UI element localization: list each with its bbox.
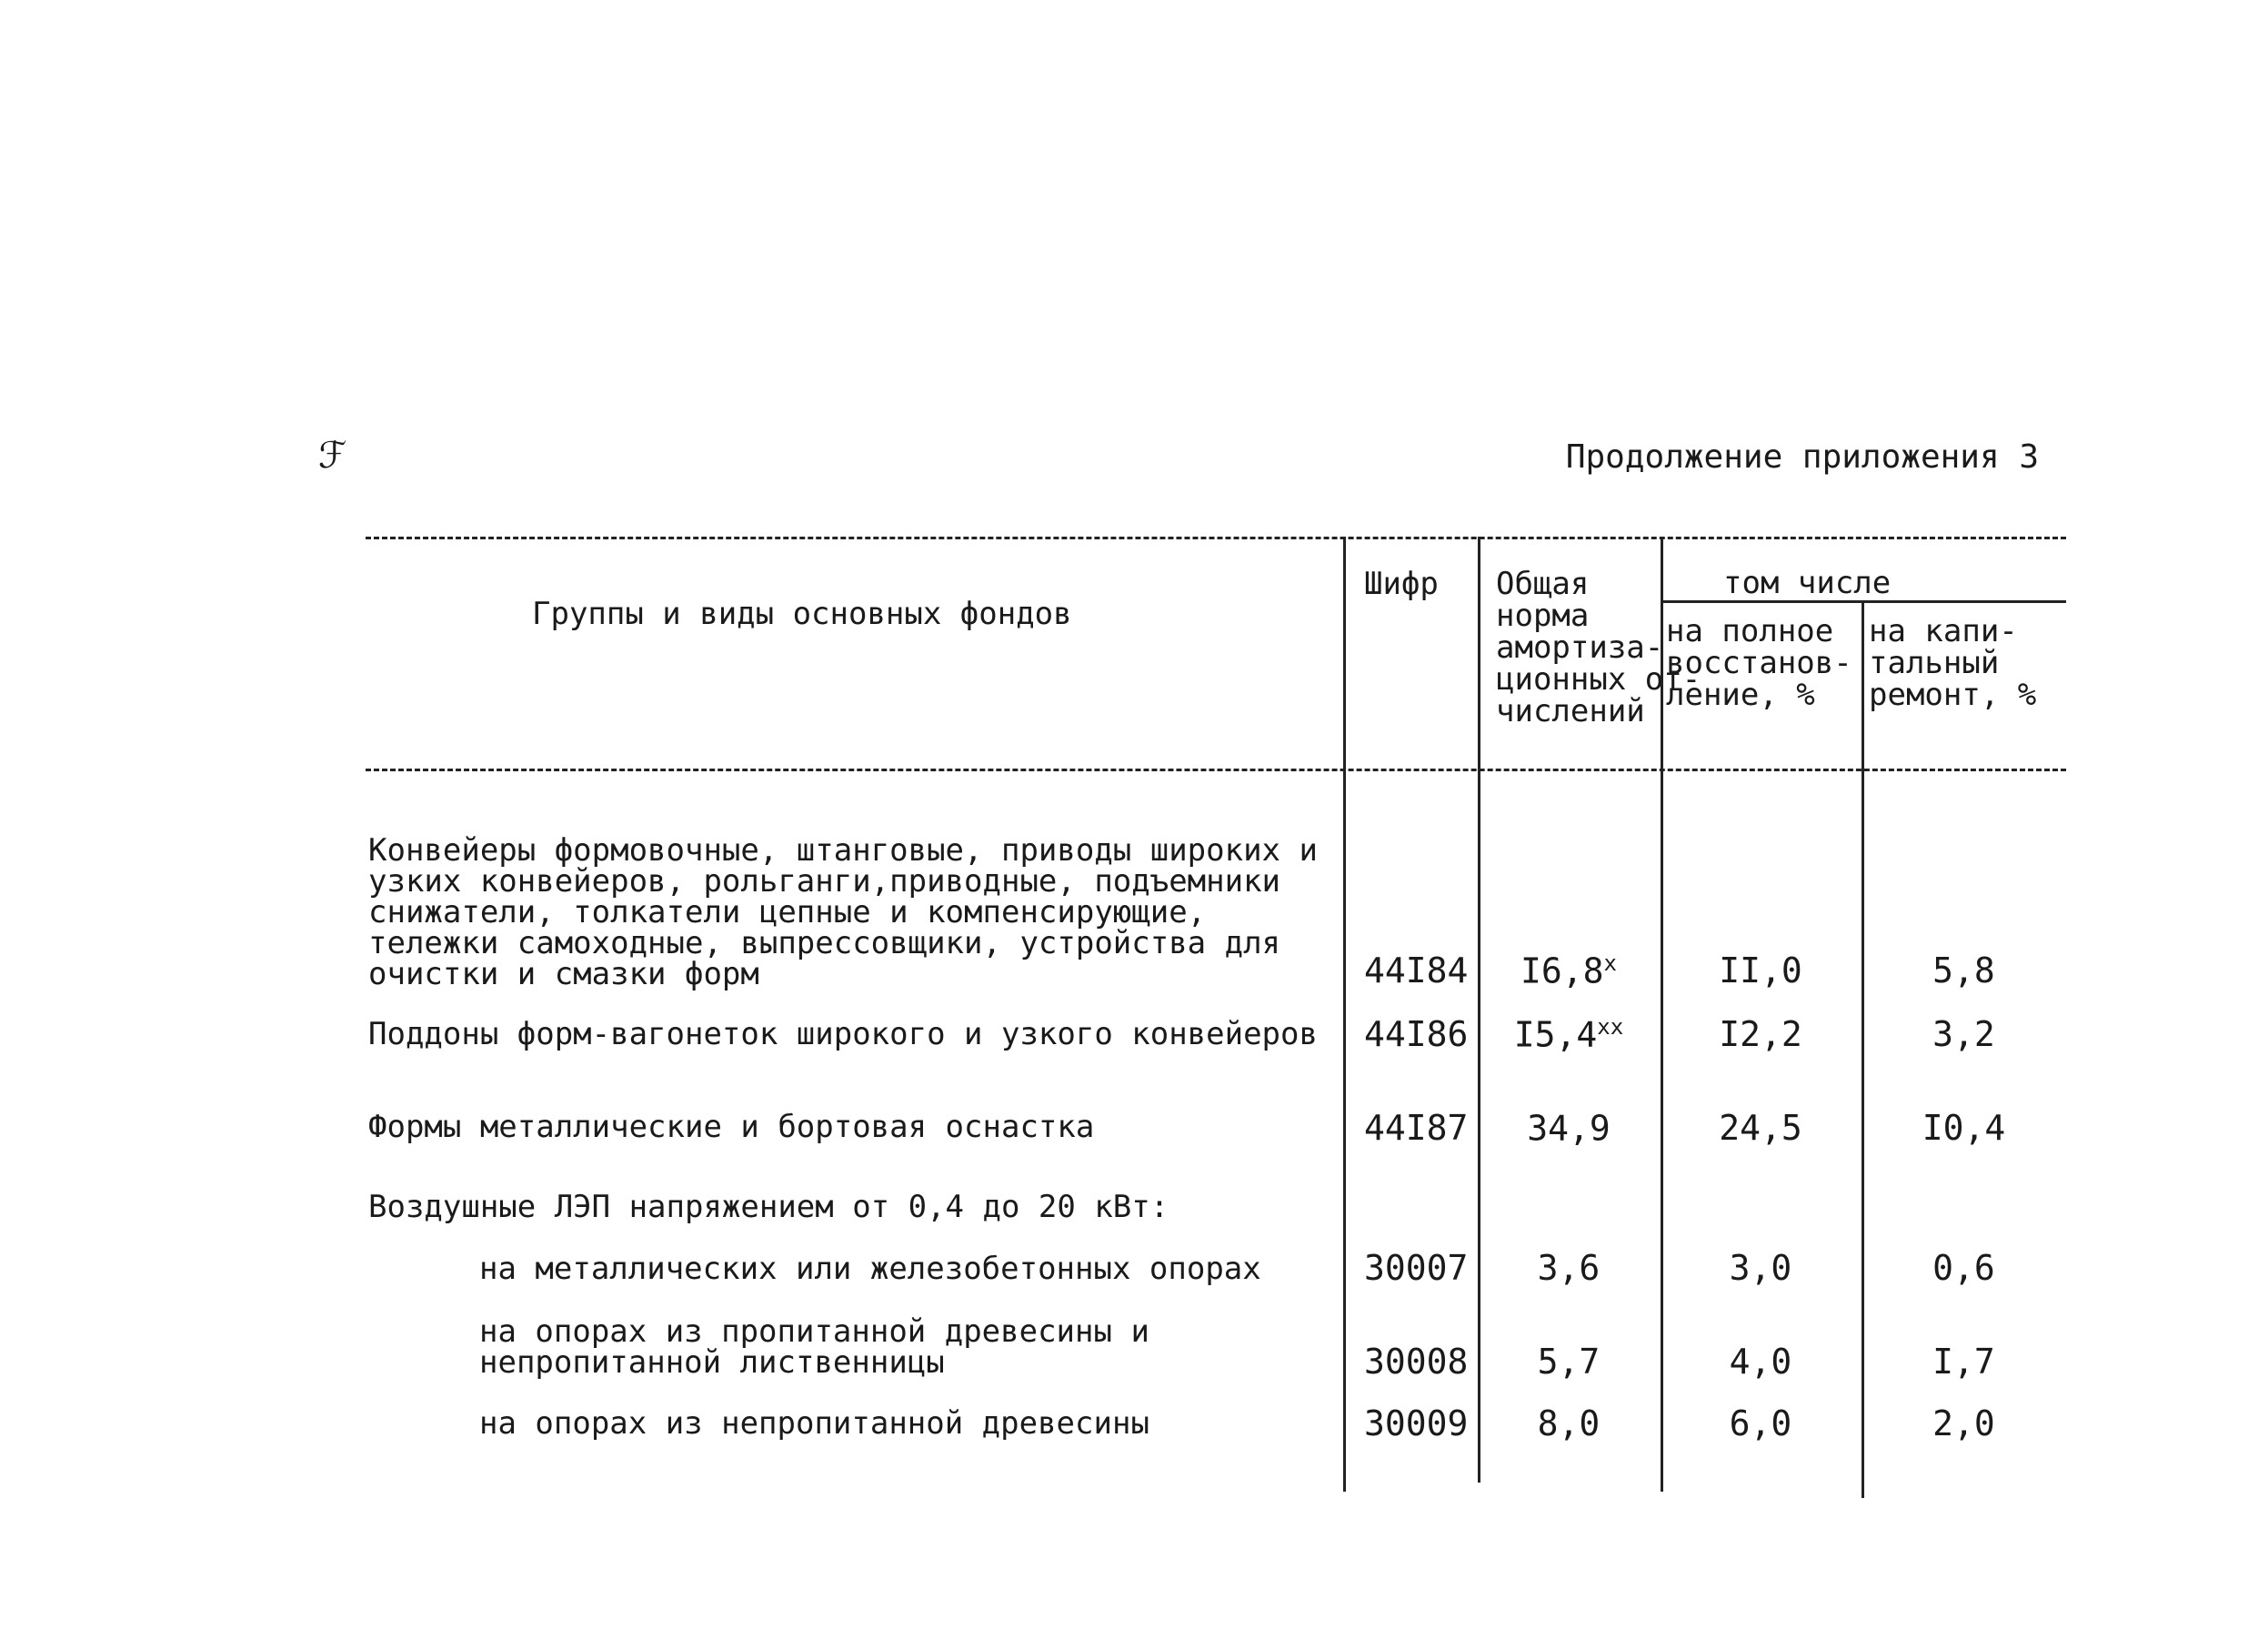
header-groups: Группы и виды основных фондов bbox=[532, 596, 1072, 632]
header-repair-line-2: тальный bbox=[1869, 645, 2000, 681]
header-including: том числе bbox=[1723, 565, 1892, 601]
row-code-2: 44I87 bbox=[1364, 1108, 1469, 1148]
row-repair-1: 3,2 bbox=[1932, 1014, 1995, 1054]
continuation-title: Продолжение приложения 3 bbox=[1565, 438, 2039, 476]
header-capital-repair bbox=[1869, 613, 2037, 713]
header-total-line-5: числений bbox=[1496, 693, 1645, 729]
header-full-line-1: на полное bbox=[1666, 613, 1834, 649]
row-code-4: 30007 bbox=[1364, 1248, 1469, 1288]
row-full-6: 6,0 bbox=[1729, 1403, 1792, 1443]
page-number: ℱ bbox=[318, 435, 347, 477]
row-name-3: Воздушные ЛЭП напряжением от 0,4 до 20 кВт: bbox=[368, 1189, 1169, 1225]
row-total-2 bbox=[1478, 1108, 1660, 1149]
row-total-mark-1: xx bbox=[1597, 1014, 1624, 1040]
row-total-mark-0: x bbox=[1603, 950, 1617, 976]
row-repair-4: 0,6 bbox=[1932, 1248, 1995, 1288]
row-total-4: 3,6 bbox=[1537, 1248, 1601, 1288]
header-repair-line-3: ремонт, % bbox=[1869, 677, 2037, 713]
row-total-6: 8,0 bbox=[1537, 1403, 1601, 1443]
header-full-line-3: ление, % bbox=[1666, 677, 1815, 713]
row-name-1: Поддоны форм-вагонеток широкого и узкого конвейеров bbox=[368, 1016, 1318, 1052]
row-name-4: на металлических или железобетонных опорах bbox=[479, 1251, 1261, 1287]
row-repair-0: 5,8 bbox=[1932, 950, 1995, 990]
row-total-0 bbox=[1478, 950, 1660, 991]
row-full-2: 24,5 bbox=[1719, 1108, 1802, 1148]
row-full-4: 3,0 bbox=[1729, 1248, 1792, 1288]
header-total-line-4: ционных от- bbox=[1496, 661, 1701, 698]
row-code-5: 30008 bbox=[1364, 1342, 1469, 1382]
header-total-line-1: Общая bbox=[1496, 566, 1590, 602]
row-total-value-1: I5,4 bbox=[1513, 1014, 1598, 1055]
row-name-6: на опорах из непропитанной древесины bbox=[479, 1405, 1149, 1442]
row-repair-5: I,7 bbox=[1932, 1342, 1995, 1382]
header-full-restoration bbox=[1666, 613, 1852, 713]
row-code-0: 44I84 bbox=[1364, 950, 1469, 990]
row-total-1 bbox=[1478, 1014, 1660, 1055]
header-full-line-2: восстанов- bbox=[1666, 645, 1852, 681]
row-repair-2: I0,4 bbox=[1922, 1108, 2006, 1148]
column-divider-total bbox=[1478, 537, 1480, 1483]
row-code-1: 44I86 bbox=[1364, 1014, 1469, 1054]
row-name-5: на опорах из пропитанной древесины и непропитанной лиственницы bbox=[479, 1313, 1149, 1381]
row-name-0: Конвейеры формовочные, штанговые, приводы широких и узких конвейеров, рольганги,приводные, подъемники снижатели, толкатели цепные и компенсирующие, тележки самоходные, выпрессовщики, устройства для очистки и смазки форм bbox=[368, 832, 1318, 992]
header-total-line-2: норма bbox=[1496, 598, 1590, 634]
row-full-1: I2,2 bbox=[1719, 1014, 1802, 1054]
header-bottom-rule bbox=[366, 769, 2066, 771]
header-total-line-3: амортиза- bbox=[1496, 629, 1664, 666]
table-top-rule bbox=[366, 537, 2066, 539]
row-full-5: 4,0 bbox=[1729, 1342, 1792, 1382]
row-name-2: Формы металлические и бортовая оснастка bbox=[368, 1109, 1095, 1145]
row-code-6: 30009 bbox=[1364, 1403, 1469, 1443]
row-repair-6: 2,0 bbox=[1932, 1403, 1995, 1443]
row-full-0: II,0 bbox=[1719, 950, 1802, 990]
row-total-value-0: I6,8 bbox=[1520, 950, 1604, 991]
header-code: Шифр bbox=[1364, 566, 1439, 602]
row-total-value-2: 34,9 bbox=[1527, 1108, 1611, 1149]
header-repair-line-1: на капи- bbox=[1869, 613, 2018, 649]
row-total-5: 5,7 bbox=[1537, 1342, 1601, 1382]
